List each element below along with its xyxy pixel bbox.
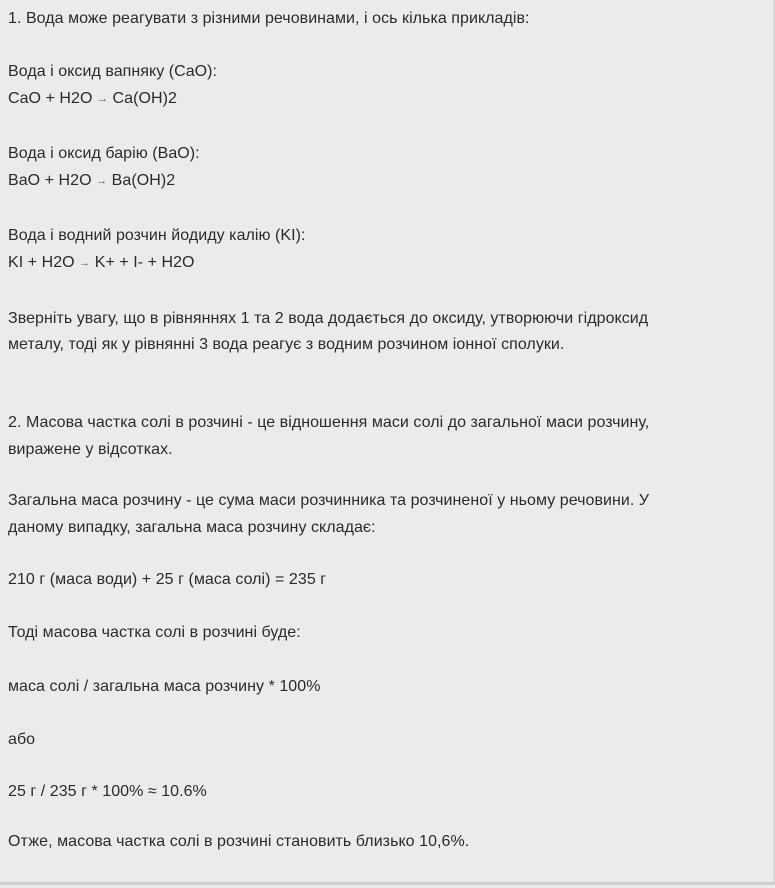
example-1-heading: Вода і оксид вапняку (CaO): <box>8 63 218 80</box>
formula-text: маса солі / загальна маса розчину * 100% <box>8 678 321 695</box>
example-3-rhs: K+ + I- + H2O <box>94 254 195 271</box>
conclusion-text: Отже, масова частка солі в розчині становить близько 10,6%. <box>8 833 470 850</box>
example-2-heading: Вода і оксид барію (BaO): <box>8 145 200 162</box>
note-line-2: металу, тоді як у рівнянні 3 вода реагує з водним розчином іонної сполуки. <box>8 336 565 353</box>
mass-sum: 210 г (маса води) + 25 г (маса солі) = 235 г <box>8 571 327 588</box>
bottom-divider <box>0 882 775 885</box>
then-text: Тоді масова частка солі в розчині буде: <box>8 624 301 641</box>
example-1-rhs: Ca(OH)2 <box>112 90 177 107</box>
arrow-icon: → <box>96 93 109 105</box>
total-mass-line-2: даному випадку, загальна маса розчину складає: <box>8 519 376 536</box>
calculation-text: 25 г / 235 г * 100% ≈ 10.6% <box>8 783 207 800</box>
example-2-rhs: Ba(OH)2 <box>111 172 176 189</box>
definition-line-1: 2. Масова частка солі в розчині - це відношення маси солі до загальної маси розчину, <box>8 414 650 431</box>
arrow-icon: → <box>96 175 108 187</box>
or-text: або <box>8 731 36 748</box>
note-line-1: Зверніть увагу, що в рівняннях 1 та 2 вода додається до оксиду, утворюючи гідроксид <box>8 310 649 327</box>
definition-line-2: виражене у відсотках. <box>8 441 173 458</box>
intro-text: 1. Вода може реагувати з різними речовинами, і ось кілька прикладів: <box>8 10 530 27</box>
arrow-icon: → <box>79 257 91 269</box>
example-3-heading: Вода і водний розчин йодиду калію (KI): <box>8 227 306 244</box>
example-3-equation <box>8 252 767 274</box>
example-2-lhs: BaO + H2O <box>8 172 92 189</box>
example-3-lhs: KI + H2O <box>8 254 75 271</box>
example-1-equation <box>8 88 767 110</box>
total-mass-line-1: Загальна маса розчину - це сума маси розчинника та розчиненої у ньому речовини. У <box>8 492 650 509</box>
example-1-lhs: CaO + H2O <box>8 90 93 107</box>
example-2-equation <box>8 170 767 192</box>
